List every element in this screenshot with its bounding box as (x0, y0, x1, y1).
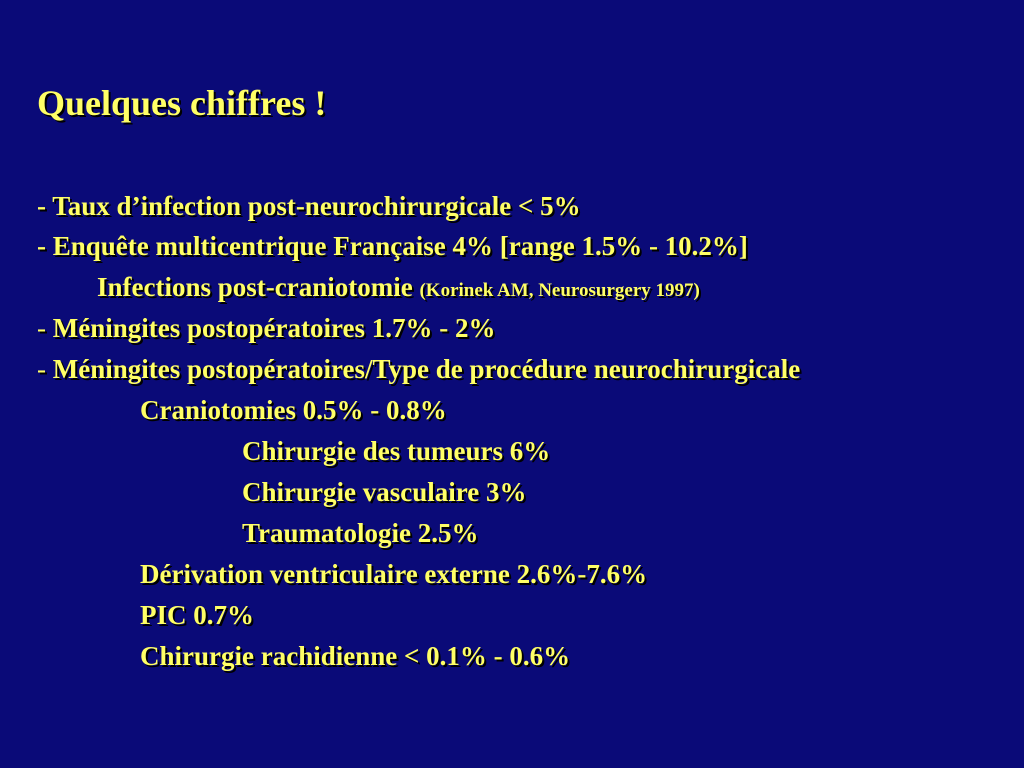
item-traumatology: Traumatologie 2.5% (242, 518, 479, 548)
item-tumor-surgery: Chirurgie des tumeurs 6% (242, 436, 551, 466)
item-spinal-surgery: Chirurgie rachidienne < 0.1% - 0.6% (140, 641, 571, 671)
bullet-text: Taux d’infection post-neurochirurgicale < 5% (52, 191, 581, 221)
item-craniotomies: Craniotomies 0.5% - 0.8% (140, 395, 447, 425)
bullet-text: Enquête multicentrique Française 4% [range 1.5% - 10.2%] (52, 231, 748, 261)
bullet-dash: - (37, 354, 53, 384)
bullet-infection-rate (37, 193, 581, 220)
bullet-french-survey (37, 233, 748, 260)
bullet-dash: - (37, 231, 53, 261)
item-icp: PIC 0.7% (140, 600, 254, 630)
bullet-meningitis-rate (37, 315, 495, 342)
bullet-text: Méningites postopératoires 1.7% - 2% (52, 313, 496, 343)
reference-citation: (Korinek AM, Neurosurgery 1997) (419, 280, 700, 301)
bullet-meningitis-procedure (37, 356, 800, 383)
item-vascular-surgery: Chirurgie vasculaire 3% (242, 477, 527, 507)
bullet-dash: - (37, 313, 53, 343)
sub-line-craniotomy-infections (97, 274, 700, 301)
slide-title: Quelques chiffres ! (37, 83, 327, 123)
sub-line-text: Infections post-craniotomie (97, 272, 420, 302)
bullet-text: Méningites postopératoires/Type de procédure neurochirurgicale (52, 354, 801, 384)
bullet-dash: - (37, 191, 53, 221)
item-external-ventricular-drain: Dérivation ventriculaire externe 2.6%-7.6% (140, 559, 648, 589)
